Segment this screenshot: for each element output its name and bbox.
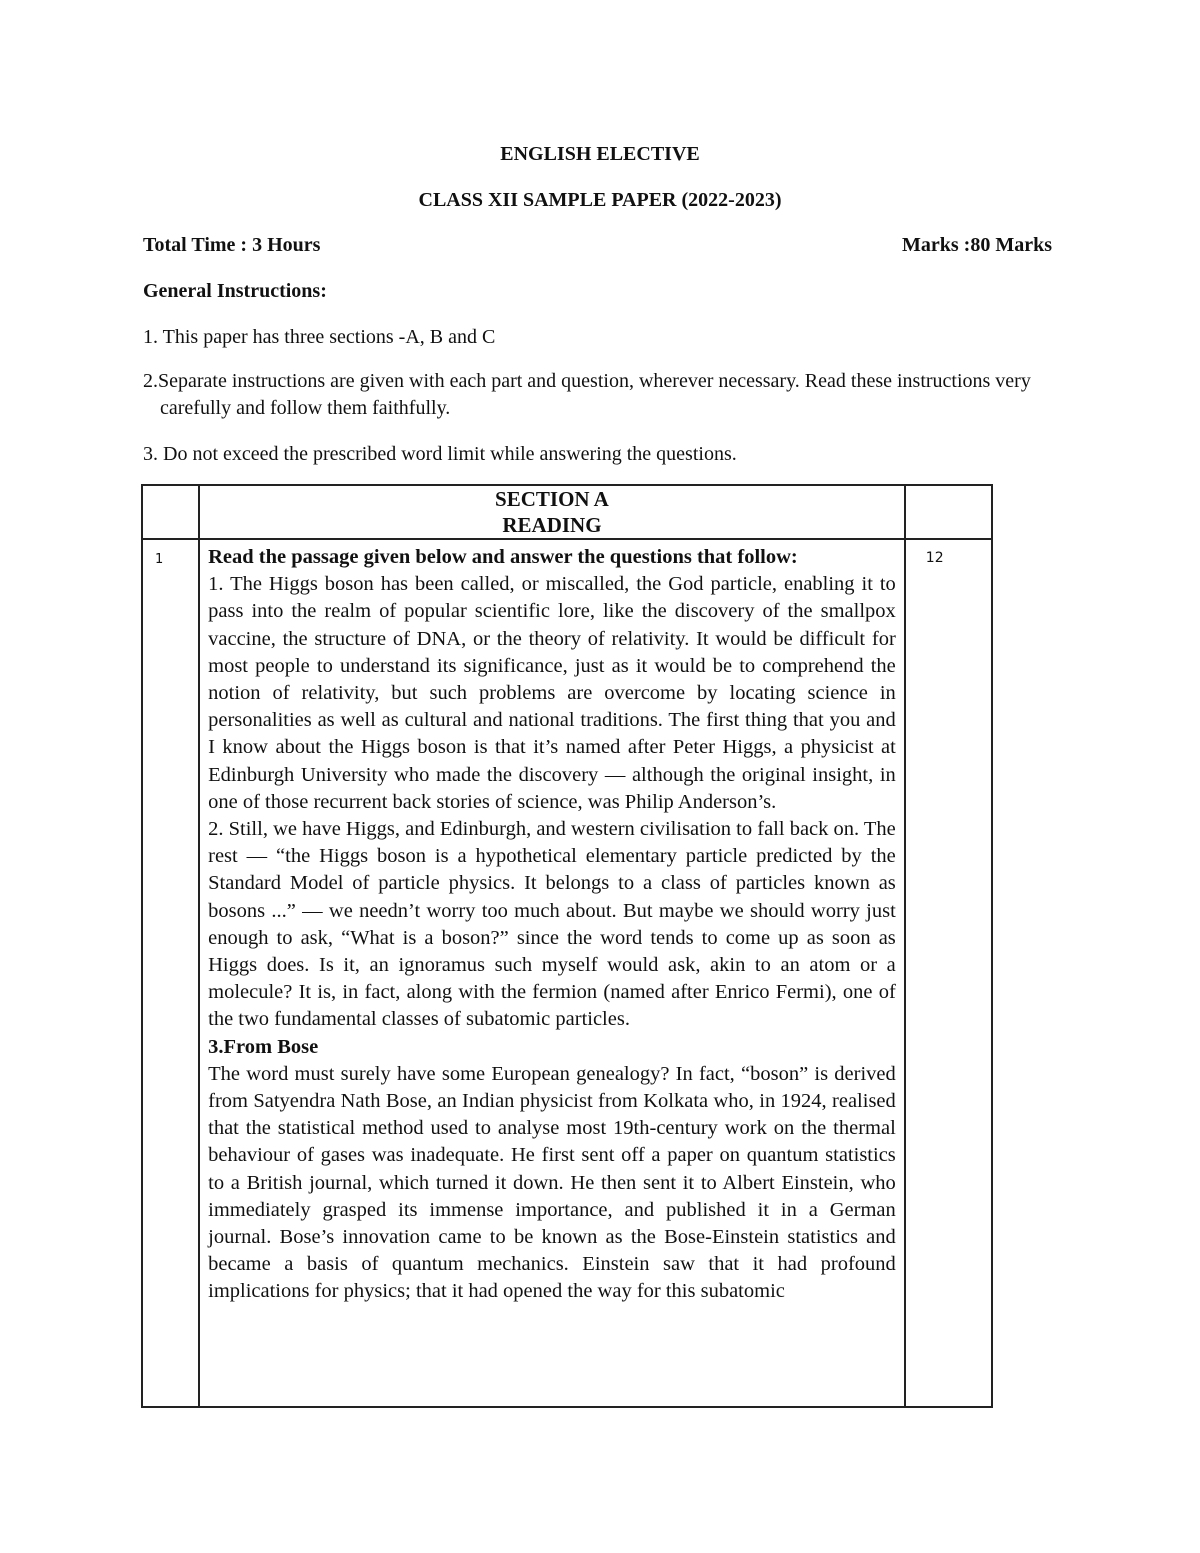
passage-paragraph-3: The word must surely have some European genealogy? In fact, “boson” is derived from Satyendra Nath Bose, an Indian physicist from Kolkata who, in 1924, realised that the statistical method used to analyse most 19th-century work on the thermal behaviour of gases was inadequate. He first sent off a paper on quantum statistics to a British journal, which turned it down. He then sent it to Albert Einstein, who immediately grasped its immense importance, and published it in a German journal. Bose’s innovation came to be known as the Bose-Einstein statistics and became a basis of quantum mechanics. Einstein saw that it had profound implications for physics; that it had opened the way for this subatomic: [208, 1062, 896, 1303]
paper-title: CLASS XII SAMPLE PAPER (2022-2023): [418, 189, 782, 211]
instructions-heading: General Instructions:: [143, 280, 327, 302]
question-marks: 12: [905, 539, 992, 1407]
question-table: [141, 484, 993, 1408]
passage-paragraph-1: 1. The Higgs boson has been called, or miscalled, the God particle, enabling it to pass into the realm of popular scientific lore, like the discovery of the smallpox vaccine, the structure of DNA, or the theory of relativity. It would be difficult for most people to understand its significance, just as it would be to comprehend the notion of relativity, but such problems are overcome by locating science in personalities as well as cultural and national traditions. The first thing that you and I know about the Higgs boson is that it’s named after Peter Higgs, a physicist at Edinburgh University who made the discovery — although the original insight, in one of those recurrent back stories of science, was Philip Anderson’s.: [208, 573, 896, 813]
question-row: [142, 539, 992, 1407]
empty-cell: [905, 485, 992, 539]
instruction-item: 1. This paper has three sections -A, B and C: [143, 326, 496, 348]
total-time: Total Time : 3 Hours: [143, 234, 321, 256]
passage-cell: [199, 539, 905, 1407]
section-heading: [199, 485, 905, 539]
instruction-item: 2.Separate instructions are given with each part and question, wherever necessary. Read these instructions very carefully and follow them faithfully.: [143, 370, 1031, 419]
question-prompt: Read the passage given below and answer the questions that follow:: [208, 546, 798, 568]
passage-subheading: 3.From Bose: [208, 1035, 319, 1058]
section-subtitle: READING: [502, 513, 602, 537]
section-title: SECTION A: [495, 487, 609, 511]
section-header-row: [142, 485, 992, 539]
empty-cell: [142, 485, 199, 539]
passage-paragraph-2: 2. Still, we have Higgs, and Edinburgh, and western civilisation to fall back on. The rest — “the Higgs boson is a hypothetical elementary particle predicted by the Standard Model of particle physics. It belongs to a class of particles known as bosons ...” — we needn’t worry too much about. But maybe we should worry just enough to ask, “What is a boson?” since the word tends to come up as soon as Higgs does. Is it, an ignoramus such myself would ask, akin to an atom or a molecule? It is, in fact, along with the fermion (named after Enrico Fermi), one of the two fundamental classes of subatomic particles.: [208, 818, 896, 1031]
subject-title: ENGLISH ELECTIVE: [500, 143, 700, 165]
instruction-item: 3. Do not exceed the prescribed word limit while answering the questions.: [143, 443, 737, 465]
question-number: 1: [142, 539, 199, 1407]
total-marks: Marks :80 Marks: [902, 234, 1052, 256]
